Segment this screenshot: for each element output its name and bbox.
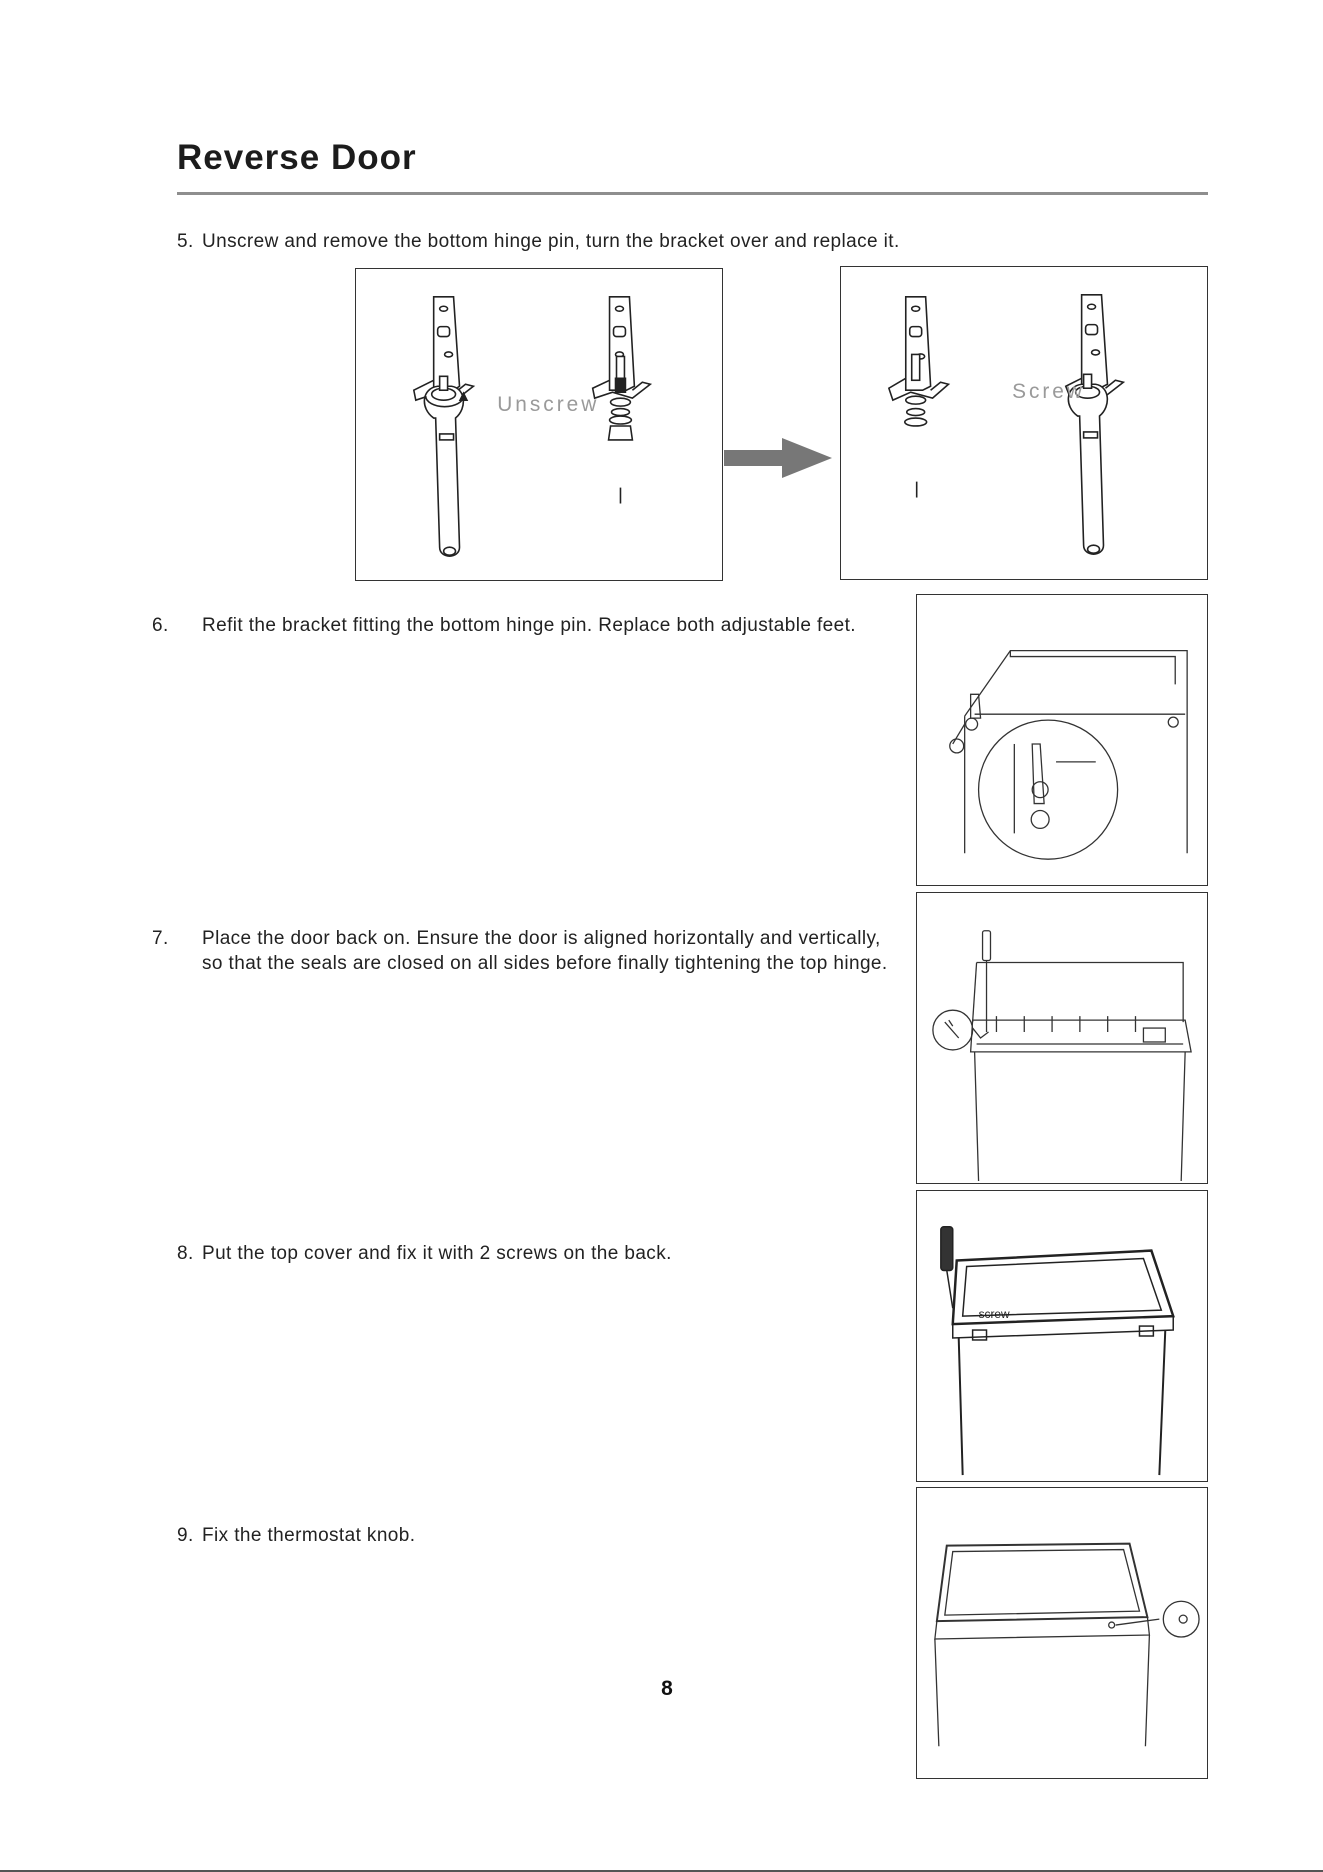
step-instruction: Unscrew and remove the bottom hinge pin, turn the bracket over and replace it. — [202, 231, 900, 252]
figure-top-cover — [916, 1190, 1208, 1482]
hinge-unscrew-illustration — [356, 269, 722, 580]
title-divider — [177, 192, 1208, 195]
step-number: 9. — [177, 1525, 194, 1546]
figure-door-alignment — [916, 892, 1208, 1184]
page-title: Reverse Door — [177, 138, 417, 177]
step-9-text — [177, 1523, 415, 1548]
right-arrow-icon — [724, 436, 834, 482]
step-number: 7. — [152, 928, 169, 949]
step-instruction: Refit the bracket fitting the bottom hinge pin. Replace both adjustable feet. — [202, 615, 856, 636]
figure-refit-bracket — [916, 594, 1208, 886]
step-8-text — [177, 1241, 672, 1266]
step-number: 8. — [177, 1243, 194, 1264]
step-number: 6. — [152, 615, 169, 636]
hinge-screw-illustration — [841, 267, 1207, 579]
screw-callout-label: screw — [978, 1307, 1010, 1322]
thermostat-knob-illustration — [917, 1488, 1207, 1778]
screw-label: Screw — [1012, 380, 1085, 404]
top-cover-illustration — [917, 1191, 1207, 1481]
figure-unscrew-hinge-pin — [355, 268, 723, 581]
step-7-text — [152, 926, 902, 976]
figure-thermostat-knob — [916, 1487, 1208, 1779]
unscrew-label: Unscrew — [497, 393, 600, 417]
step-number: 5. — [177, 231, 194, 252]
step-instruction: Place the door back on. Ensure the door is aligned horizontally and vertically, so that the seals are closed on all sides before finally tightening the top hinge. — [202, 928, 888, 974]
step-6-text — [152, 613, 902, 638]
page-number: 8 — [661, 1677, 673, 1700]
step-instruction: Fix the thermostat knob. — [202, 1525, 416, 1546]
door-hinge-illustration — [917, 893, 1207, 1183]
figure-screw-hinge-pin — [840, 266, 1208, 580]
step-instruction: Put the top cover and fix it with 2 screws on the back. — [202, 1243, 672, 1264]
cabinet-bracket-illustration — [917, 595, 1207, 885]
step-5-text — [177, 229, 900, 254]
